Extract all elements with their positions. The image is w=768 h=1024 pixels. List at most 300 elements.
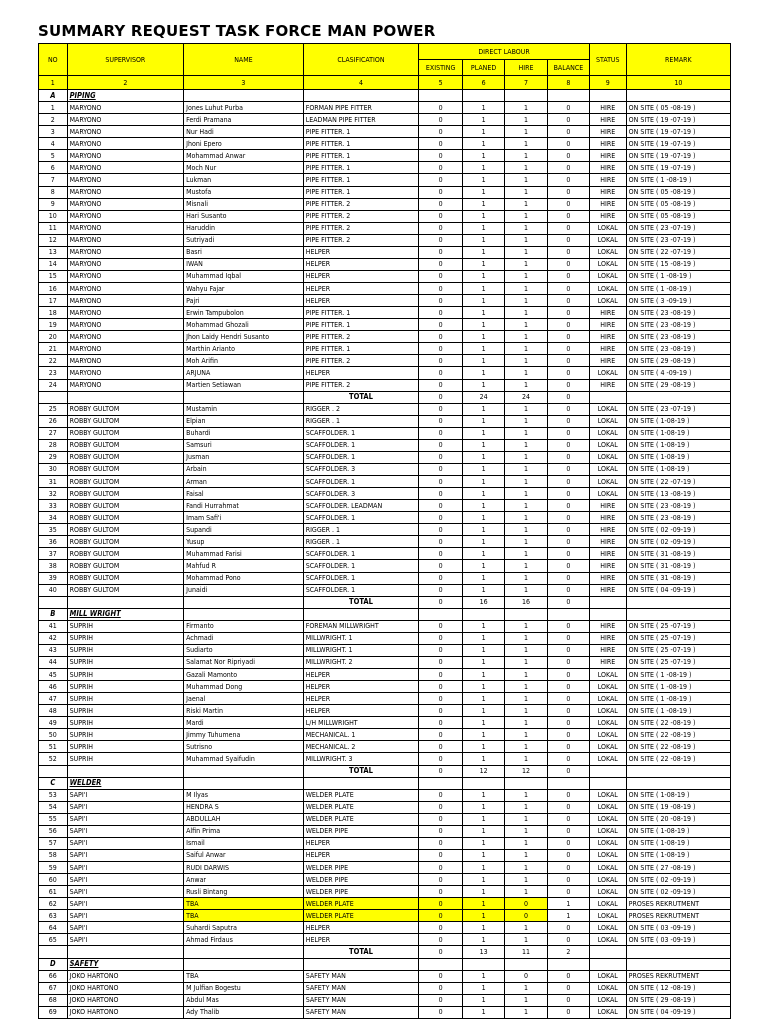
cell-clasification: PIPE FITTER. 1 (303, 126, 418, 138)
table-row (39, 355, 731, 367)
cell-remark: ON SITE ( 23 -07-19 ) (626, 234, 730, 246)
cell-existing: 0 (419, 560, 463, 572)
cell-balance: 0 (547, 150, 589, 162)
cell-no: 42 (39, 632, 68, 644)
cell-supervisor: MARYONO (67, 102, 184, 114)
column-number: 9 (589, 76, 626, 90)
cell-planed: 1 (463, 319, 505, 331)
cell-remark: ON SITE ( 23 -07-19 ) (626, 222, 730, 234)
cell-clasification: SCAFFOLDER. 1 (303, 572, 418, 584)
cell-supervisor: MARYONO (67, 319, 184, 331)
cell-name: Mustofa (184, 186, 304, 198)
cell-supervisor: ROBBY GULTOM (67, 488, 184, 500)
cell-existing: 0 (419, 910, 463, 922)
cell-supervisor: SAPI'I (67, 789, 184, 801)
cell-clasification: WELDER PLATE (303, 813, 418, 825)
cell-name: ARJUNA (184, 367, 304, 379)
cell-name: Jhon Laidy Hendri Susanto (184, 331, 304, 343)
cell-hire: 1 (505, 512, 548, 524)
cell-no: 39 (39, 572, 68, 584)
cell-supervisor: MARYONO (67, 222, 184, 234)
cell-remark: ON SITE ( 23 -08-19 ) (626, 343, 730, 355)
cell-existing: 0 (419, 283, 463, 295)
cell-supervisor: ROBBY GULTOM (67, 439, 184, 451)
cell-status: HIRE (589, 548, 626, 560)
cell-remark: ON SITE ( 1 -08-19 ) (626, 693, 730, 705)
cell-supervisor: SAPI'I (67, 922, 184, 934)
cell-name: Faisal (184, 488, 304, 500)
cell-no: 62 (39, 898, 68, 910)
cell-existing: 0 (419, 379, 463, 391)
cell-balance: 0 (547, 837, 589, 849)
cell-hire: 1 (505, 162, 548, 174)
table-row (39, 910, 731, 922)
cell-supervisor: SUPRIH (67, 644, 184, 656)
header-balance: BALANCE (547, 60, 589, 76)
cell-balance: 0 (547, 463, 589, 475)
cell-status: LOKAL (589, 295, 626, 307)
cell-existing: 0 (419, 801, 463, 813)
cell-supervisor: MARYONO (67, 210, 184, 222)
cell-status: HIRE (589, 560, 626, 572)
cell-supervisor: JOKO HARTONO (67, 994, 184, 1006)
cell-status: HIRE (589, 150, 626, 162)
header-remark: REMARK (626, 44, 730, 76)
cell-planed: 1 (463, 632, 505, 644)
total-balance: 0 (547, 765, 589, 777)
cell-balance: 0 (547, 886, 589, 898)
cell-remark: ON SITE ( 02 -09-19 ) (626, 524, 730, 536)
cell-no: 30 (39, 463, 68, 475)
cell-status: HIRE (589, 500, 626, 512)
cell-planed: 1 (463, 849, 505, 861)
cell-hire: 1 (505, 1006, 548, 1018)
cell-name: TBA (184, 910, 304, 922)
total-label: TOTAL (303, 765, 418, 777)
cell-status: LOKAL (589, 439, 626, 451)
cell-hire: 1 (505, 632, 548, 644)
cell-existing: 0 (419, 681, 463, 693)
empty-cell (626, 596, 730, 608)
cell-clasification: PIPE FITTER. 2 (303, 234, 418, 246)
cell-existing: 0 (419, 198, 463, 210)
cell-clasification: WELDER PIPE (303, 825, 418, 837)
cell-remark: ON SITE ( 23 -08-19 ) (626, 512, 730, 524)
cell-no: 54 (39, 801, 68, 813)
cell-planed: 1 (463, 174, 505, 186)
cell-balance: 0 (547, 114, 589, 126)
cell-clasification: WELDER PIPE (303, 874, 418, 886)
cell-status: LOKAL (589, 693, 626, 705)
total-balance: 2 (547, 946, 589, 958)
cell-no: 57 (39, 837, 68, 849)
column-number: 2 (67, 76, 184, 90)
cell-existing: 0 (419, 874, 463, 886)
cell-hire: 1 (505, 753, 548, 765)
total-row (39, 946, 731, 958)
cell-remark: ON SITE ( 1-08-19 ) (626, 825, 730, 837)
table-row (39, 693, 731, 705)
cell-status: HIRE (589, 620, 626, 632)
cell-hire: 1 (505, 982, 548, 994)
cell-supervisor: SUPRIH (67, 741, 184, 753)
cell-existing: 0 (419, 789, 463, 801)
cell-hire: 1 (505, 862, 548, 874)
cell-clasification: PIPE FITTER. 1 (303, 319, 418, 331)
table-row (39, 126, 731, 138)
cell-existing: 0 (419, 307, 463, 319)
table-row (39, 295, 731, 307)
cell-hire: 1 (505, 741, 548, 753)
cell-status: LOKAL (589, 849, 626, 861)
cell-remark: ON SITE ( 1-08-19 ) (626, 463, 730, 475)
cell-clasification: WELDER PLATE (303, 910, 418, 922)
cell-planed: 1 (463, 825, 505, 837)
cell-supervisor: ROBBY GULTOM (67, 536, 184, 548)
cell-balance: 0 (547, 403, 589, 415)
cell-remark: ON SITE ( 25 -07-19 ) (626, 656, 730, 668)
cell-existing: 0 (419, 753, 463, 765)
section-label: PIPING (67, 90, 184, 102)
total-row (39, 391, 731, 403)
cell-no: 21 (39, 343, 68, 355)
cell-hire: 1 (505, 283, 548, 295)
cell-name: Mohammad Anwar (184, 150, 304, 162)
cell-name: Jusman (184, 451, 304, 463)
cell-supervisor: SAPI'I (67, 849, 184, 861)
cell-existing: 0 (419, 982, 463, 994)
table-row (39, 451, 731, 463)
cell-balance: 0 (547, 427, 589, 439)
cell-name: Martien Setiawan (184, 379, 304, 391)
cell-hire: 0 (505, 970, 548, 982)
total-planed: 13 (463, 946, 505, 958)
cell-clasification: PIPE FITTER. 2 (303, 222, 418, 234)
total-existing: 0 (419, 391, 463, 403)
cell-balance: 0 (547, 669, 589, 681)
cell-clasification: MECHANICAL. 1 (303, 729, 418, 741)
cell-hire: 1 (505, 150, 548, 162)
cell-existing: 0 (419, 970, 463, 982)
cell-balance: 0 (547, 512, 589, 524)
cell-planed: 1 (463, 644, 505, 656)
column-number: 4 (303, 76, 418, 90)
cell-remark: ON SITE ( 1-08-19 ) (626, 439, 730, 451)
cell-remark: ON SITE ( 22 -08-19 ) (626, 729, 730, 741)
table-row (39, 343, 731, 355)
cell-balance: 0 (547, 198, 589, 210)
cell-hire: 1 (505, 536, 548, 548)
cell-status: LOKAL (589, 463, 626, 475)
cell-supervisor: ROBBY GULTOM (67, 403, 184, 415)
cell-name: Erwin Tampubolon (184, 307, 304, 319)
cell-supervisor: MARYONO (67, 379, 184, 391)
cell-no: 14 (39, 258, 68, 270)
cell-balance: 0 (547, 705, 589, 717)
cell-clasification: WELDER PIPE (303, 862, 418, 874)
cell-planed: 1 (463, 331, 505, 343)
cell-name: Sutriyadi (184, 234, 304, 246)
cell-balance: 0 (547, 801, 589, 813)
cell-status: HIRE (589, 536, 626, 548)
table-row (39, 994, 731, 1006)
cell-hire: 1 (505, 572, 548, 584)
cell-planed: 1 (463, 982, 505, 994)
column-number: 7 (505, 76, 548, 90)
cell-status: LOKAL (589, 283, 626, 295)
cell-existing: 0 (419, 258, 463, 270)
cell-existing: 0 (419, 500, 463, 512)
cell-clasification: SCAFFOLDER. 1 (303, 439, 418, 451)
cell-hire: 1 (505, 439, 548, 451)
cell-existing: 0 (419, 572, 463, 584)
empty-cell (589, 946, 626, 958)
cell-supervisor: MARYONO (67, 114, 184, 126)
cell-clasification: PIPE FITTER. 1 (303, 307, 418, 319)
empty-cell (303, 777, 418, 789)
total-balance: 0 (547, 596, 589, 608)
cell-name: M Ilyas (184, 789, 304, 801)
cell-name: Sudiarto (184, 644, 304, 656)
cell-planed: 1 (463, 258, 505, 270)
cell-no: 18 (39, 307, 68, 319)
empty-cell (184, 958, 304, 970)
cell-status: HIRE (589, 572, 626, 584)
cell-planed: 1 (463, 886, 505, 898)
cell-balance: 0 (547, 126, 589, 138)
cell-clasification: HELPER (303, 922, 418, 934)
cell-name: Lukman (184, 174, 304, 186)
section-label: SAFETY (67, 958, 184, 970)
cell-supervisor: SUPRIH (67, 693, 184, 705)
cell-planed: 1 (463, 560, 505, 572)
cell-existing: 0 (419, 355, 463, 367)
cell-name: Alfin Prima (184, 825, 304, 837)
cell-supervisor: ROBBY GULTOM (67, 451, 184, 463)
cell-existing: 0 (419, 862, 463, 874)
cell-existing: 0 (419, 186, 463, 198)
cell-clasification: RIGGER . 1 (303, 536, 418, 548)
cell-clasification: SCAFFOLDER. 1 (303, 427, 418, 439)
cell-balance: 0 (547, 729, 589, 741)
table-row (39, 825, 731, 837)
table-row (39, 982, 731, 994)
cell-planed: 1 (463, 186, 505, 198)
cell-remark: ON SITE ( 22 -07-19 ) (626, 476, 730, 488)
cell-status: HIRE (589, 584, 626, 596)
cell-existing: 0 (419, 246, 463, 258)
table-row (39, 512, 731, 524)
empty-cell (67, 391, 184, 403)
empty-cell (463, 777, 505, 789)
cell-status: LOKAL (589, 717, 626, 729)
cell-balance: 0 (547, 813, 589, 825)
cell-no: 44 (39, 656, 68, 668)
cell-remark: ON SITE ( 15 -08-19 ) (626, 258, 730, 270)
cell-existing: 0 (419, 669, 463, 681)
cell-clasification: PIPE FITTER. 1 (303, 343, 418, 355)
cell-name: Anwar (184, 874, 304, 886)
cell-name: Mustamin (184, 403, 304, 415)
cell-existing: 0 (419, 656, 463, 668)
cell-status: LOKAL (589, 669, 626, 681)
table-row (39, 439, 731, 451)
cell-no: 63 (39, 910, 68, 922)
cell-existing: 0 (419, 270, 463, 282)
table-row (39, 270, 731, 282)
cell-remark: ON SITE ( 19 -07-19 ) (626, 150, 730, 162)
cell-hire: 1 (505, 922, 548, 934)
total-existing: 0 (419, 765, 463, 777)
cell-status: LOKAL (589, 886, 626, 898)
cell-clasification: WELDER PLATE (303, 789, 418, 801)
cell-clasification: SCAFFOLDER. 1 (303, 512, 418, 524)
cell-clasification: MECHANICAL. 2 (303, 741, 418, 753)
cell-hire: 1 (505, 234, 548, 246)
cell-balance: 0 (547, 234, 589, 246)
cell-balance: 0 (547, 548, 589, 560)
cell-supervisor: MARYONO (67, 162, 184, 174)
cell-balance: 0 (547, 174, 589, 186)
cell-remark: ON SITE ( 25 -07-19 ) (626, 620, 730, 632)
cell-planed: 1 (463, 837, 505, 849)
cell-balance: 0 (547, 451, 589, 463)
cell-status: LOKAL (589, 234, 626, 246)
cell-no: 25 (39, 403, 68, 415)
empty-cell (184, 596, 304, 608)
cell-balance: 0 (547, 1006, 589, 1018)
cell-hire: 1 (505, 681, 548, 693)
cell-clasification: PIPE FITTER. 1 (303, 174, 418, 186)
cell-remark: ON SITE ( 02 -09-19 ) (626, 536, 730, 548)
cell-existing: 0 (419, 886, 463, 898)
empty-cell (589, 765, 626, 777)
cell-planed: 1 (463, 741, 505, 753)
cell-existing: 0 (419, 813, 463, 825)
cell-clasification: PIPE FITTER. 1 (303, 138, 418, 150)
empty-cell (589, 608, 626, 620)
cell-remark: ON SITE ( 1-08-19 ) (626, 427, 730, 439)
cell-clasification: HELPER (303, 693, 418, 705)
cell-remark: ON SITE ( 05 -08-19 ) (626, 198, 730, 210)
cell-name: ABDULLAH (184, 813, 304, 825)
cell-planed: 1 (463, 500, 505, 512)
cell-hire: 1 (505, 789, 548, 801)
table-header (39, 44, 731, 90)
table-row (39, 403, 731, 415)
cell-balance: 0 (547, 295, 589, 307)
cell-clasification: SAFETY MAN (303, 994, 418, 1006)
cell-hire: 1 (505, 222, 548, 234)
table-row (39, 656, 731, 668)
cell-no: 2 (39, 114, 68, 126)
empty-cell (589, 391, 626, 403)
cell-status: HIRE (589, 210, 626, 222)
cell-balance: 0 (547, 644, 589, 656)
table-body (39, 90, 731, 1019)
cell-hire: 1 (505, 307, 548, 319)
cell-clasification: WELDER PLATE (303, 898, 418, 910)
cell-status: LOKAL (589, 488, 626, 500)
cell-planed: 1 (463, 162, 505, 174)
cell-status: HIRE (589, 656, 626, 668)
table-row (39, 801, 731, 813)
table-row (39, 319, 731, 331)
empty-cell (626, 958, 730, 970)
cell-hire: 1 (505, 331, 548, 343)
table-row (39, 741, 731, 753)
cell-supervisor: ROBBY GULTOM (67, 415, 184, 427)
cell-hire: 1 (505, 379, 548, 391)
cell-status: HIRE (589, 102, 626, 114)
cell-name: Ismail (184, 837, 304, 849)
cell-supervisor: SUPRIH (67, 753, 184, 765)
cell-supervisor: JOKO HARTONO (67, 970, 184, 982)
cell-planed: 1 (463, 126, 505, 138)
cell-balance: 0 (547, 367, 589, 379)
cell-status: LOKAL (589, 427, 626, 439)
cell-status: LOKAL (589, 813, 626, 825)
cell-status: LOKAL (589, 874, 626, 886)
cell-hire: 1 (505, 584, 548, 596)
cell-remark: ON SITE ( 1 -08-19 ) (626, 669, 730, 681)
cell-existing: 0 (419, 705, 463, 717)
section-letter: D (39, 958, 68, 970)
empty-cell (626, 608, 730, 620)
table-row (39, 138, 731, 150)
cell-hire: 1 (505, 415, 548, 427)
table-row (39, 584, 731, 596)
cell-status: HIRE (589, 379, 626, 391)
cell-status: LOKAL (589, 451, 626, 463)
cell-status: LOKAL (589, 476, 626, 488)
cell-hire: 1 (505, 886, 548, 898)
cell-balance: 0 (547, 862, 589, 874)
cell-name: Firmanto (184, 620, 304, 632)
cell-balance: 0 (547, 970, 589, 982)
cell-supervisor: SUPRIH (67, 620, 184, 632)
cell-existing: 0 (419, 536, 463, 548)
empty-cell (303, 90, 418, 102)
cell-supervisor: SAPI'I (67, 874, 184, 886)
cell-remark: ON SITE ( 05 -08-19 ) (626, 210, 730, 222)
table-row (39, 367, 731, 379)
cell-existing: 0 (419, 693, 463, 705)
cell-remark: ON SITE ( 23 -08-19 ) (626, 500, 730, 512)
cell-no: 59 (39, 862, 68, 874)
cell-planed: 1 (463, 536, 505, 548)
cell-name: TBA (184, 970, 304, 982)
header-name: NAME (184, 44, 304, 76)
cell-supervisor: ROBBY GULTOM (67, 548, 184, 560)
cell-clasification: SCAFFOLDER. 1 (303, 584, 418, 596)
cell-remark: ON SITE ( 22 -08-19 ) (626, 753, 730, 765)
cell-hire: 1 (505, 669, 548, 681)
cell-name: IWAN (184, 258, 304, 270)
cell-no: 66 (39, 970, 68, 982)
table-row (39, 548, 731, 560)
cell-planed: 1 (463, 451, 505, 463)
cell-status: HIRE (589, 174, 626, 186)
table-row (39, 162, 731, 174)
cell-hire: 1 (505, 427, 548, 439)
cell-status: LOKAL (589, 825, 626, 837)
cell-planed: 1 (463, 813, 505, 825)
cell-hire: 1 (505, 934, 548, 946)
cell-status: LOKAL (589, 403, 626, 415)
cell-balance: 0 (547, 186, 589, 198)
cell-clasification: FORMAN PIPE FITTER (303, 102, 418, 114)
